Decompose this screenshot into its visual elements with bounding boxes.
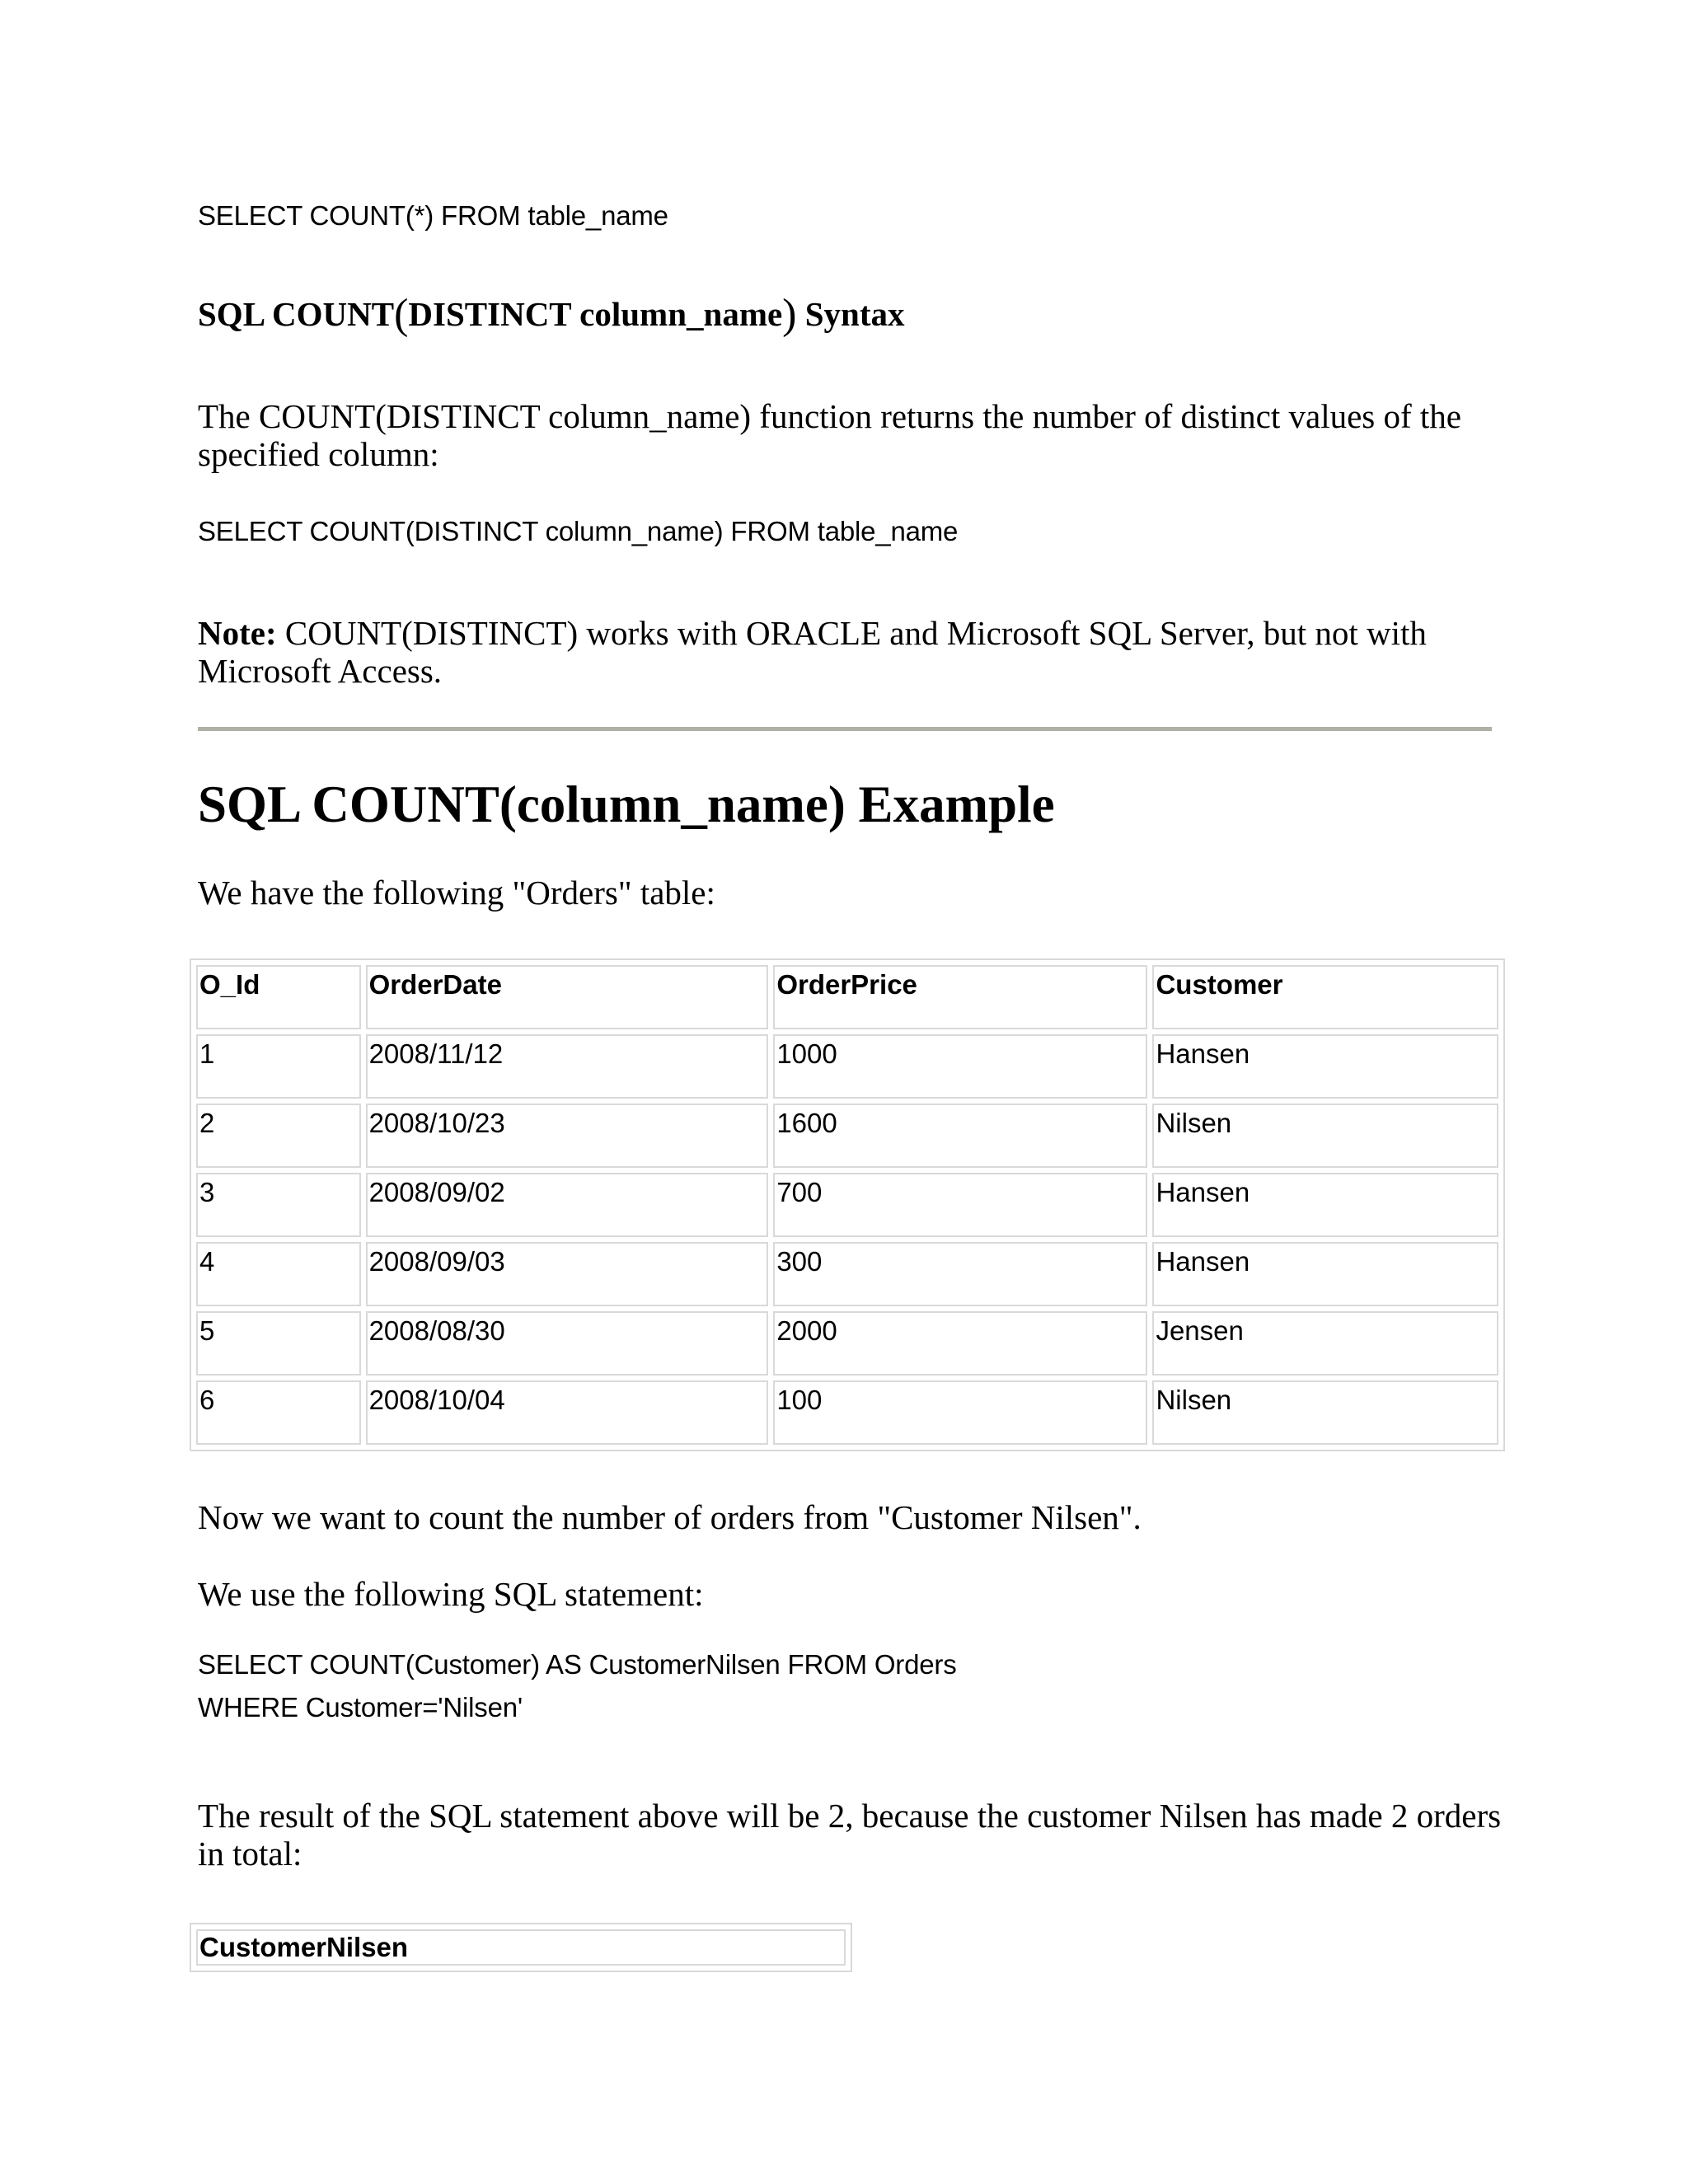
- note-label: Note:: [198, 614, 277, 652]
- table-row: [196, 1380, 1498, 1445]
- cell-customer: Hansen: [1152, 1173, 1498, 1237]
- syntax-heading-close-paren: ): [782, 291, 797, 338]
- note-text: COUNT(DISTINCT) works with ORACLE and Microsoft SQL Server, but not with Microsoft Access.: [198, 614, 1427, 690]
- count-intro: Now we want to count the number of orders from "Customer Nilsen".: [198, 1498, 1142, 1536]
- code-count-distinct: SELECT COUNT(DISTINCT column_name) FROM table_name: [198, 516, 959, 546]
- header-customer: Customer: [1152, 965, 1498, 1029]
- orders-table: [190, 958, 1505, 1451]
- header-o-id: O_Id: [196, 965, 361, 1029]
- distinct-description: The COUNT(DISTINCT column_name) function returns the number of distinct values of the specified column:: [198, 397, 1461, 473]
- code-count-all: SELECT COUNT(*) FROM table_name: [198, 200, 668, 231]
- cell-order-date: 2008/10/04: [366, 1380, 769, 1445]
- cell-customer: Hansen: [1152, 1242, 1498, 1306]
- cell-o-id: 3: [196, 1173, 361, 1237]
- header-customer-nilsen: CustomerNilsen: [196, 1929, 846, 1966]
- result-table-header-row: [196, 1929, 846, 1966]
- cell-o-id: 2: [196, 1104, 361, 1168]
- cell-order-date: 2008/08/30: [366, 1311, 769, 1376]
- code-count-customer-line2: WHERE Customer='Nilsen': [198, 1692, 523, 1722]
- table-row: [196, 1104, 1498, 1168]
- syntax-heading-suffix: Syntax: [796, 295, 905, 333]
- syntax-heading: [198, 290, 905, 339]
- statement-intro: We use the following SQL statement:: [198, 1575, 704, 1613]
- cell-order-price: 300: [773, 1242, 1147, 1306]
- syntax-heading-open-paren: (: [394, 291, 409, 338]
- code-count-customer-line1: SELECT COUNT(Customer) AS CustomerNilsen FROM Orders: [198, 1649, 957, 1680]
- horizontal-divider: [198, 727, 1492, 731]
- cell-o-id: 1: [196, 1034, 361, 1099]
- cell-order-date: 2008/11/12: [366, 1034, 769, 1099]
- cell-order-date: 2008/09/02: [366, 1173, 769, 1237]
- cell-order-price: 1000: [773, 1034, 1147, 1099]
- result-table: [190, 1923, 852, 1972]
- cell-o-id: 4: [196, 1242, 361, 1306]
- orders-intro: We have the following "Orders" table:: [198, 874, 715, 912]
- cell-order-price: 700: [773, 1173, 1147, 1237]
- table-row: [196, 1173, 1498, 1237]
- header-order-price: OrderPrice: [773, 965, 1147, 1029]
- syntax-heading-prefix: SQL COUNT: [198, 295, 395, 333]
- table-row: [196, 1311, 1498, 1376]
- cell-order-date: 2008/09/03: [366, 1242, 769, 1306]
- cell-order-price: 1600: [773, 1104, 1147, 1168]
- cell-o-id: 6: [196, 1380, 361, 1445]
- cell-customer: Jensen: [1152, 1311, 1498, 1376]
- cell-order-price: 2000: [773, 1311, 1147, 1376]
- note-paragraph: [198, 614, 1533, 690]
- cell-customer: Hansen: [1152, 1034, 1498, 1099]
- example-heading: SQL COUNT(column_name) Example: [198, 776, 1055, 833]
- cell-customer: Nilsen: [1152, 1104, 1498, 1168]
- orders-table-header-row: [196, 965, 1498, 1029]
- cell-order-price: 100: [773, 1380, 1147, 1445]
- table-row: [196, 1034, 1498, 1099]
- cell-order-date: 2008/10/23: [366, 1104, 769, 1168]
- table-row: [196, 1242, 1498, 1306]
- cell-o-id: 5: [196, 1311, 361, 1376]
- cell-customer: Nilsen: [1152, 1380, 1498, 1445]
- syntax-heading-inner: DISTINCT column_name: [408, 295, 783, 333]
- header-order-date: OrderDate: [366, 965, 769, 1029]
- result-description: The result of the SQL statement above will be 2, because the customer Nilsen has made 2 orders in total:: [198, 1797, 1502, 1872]
